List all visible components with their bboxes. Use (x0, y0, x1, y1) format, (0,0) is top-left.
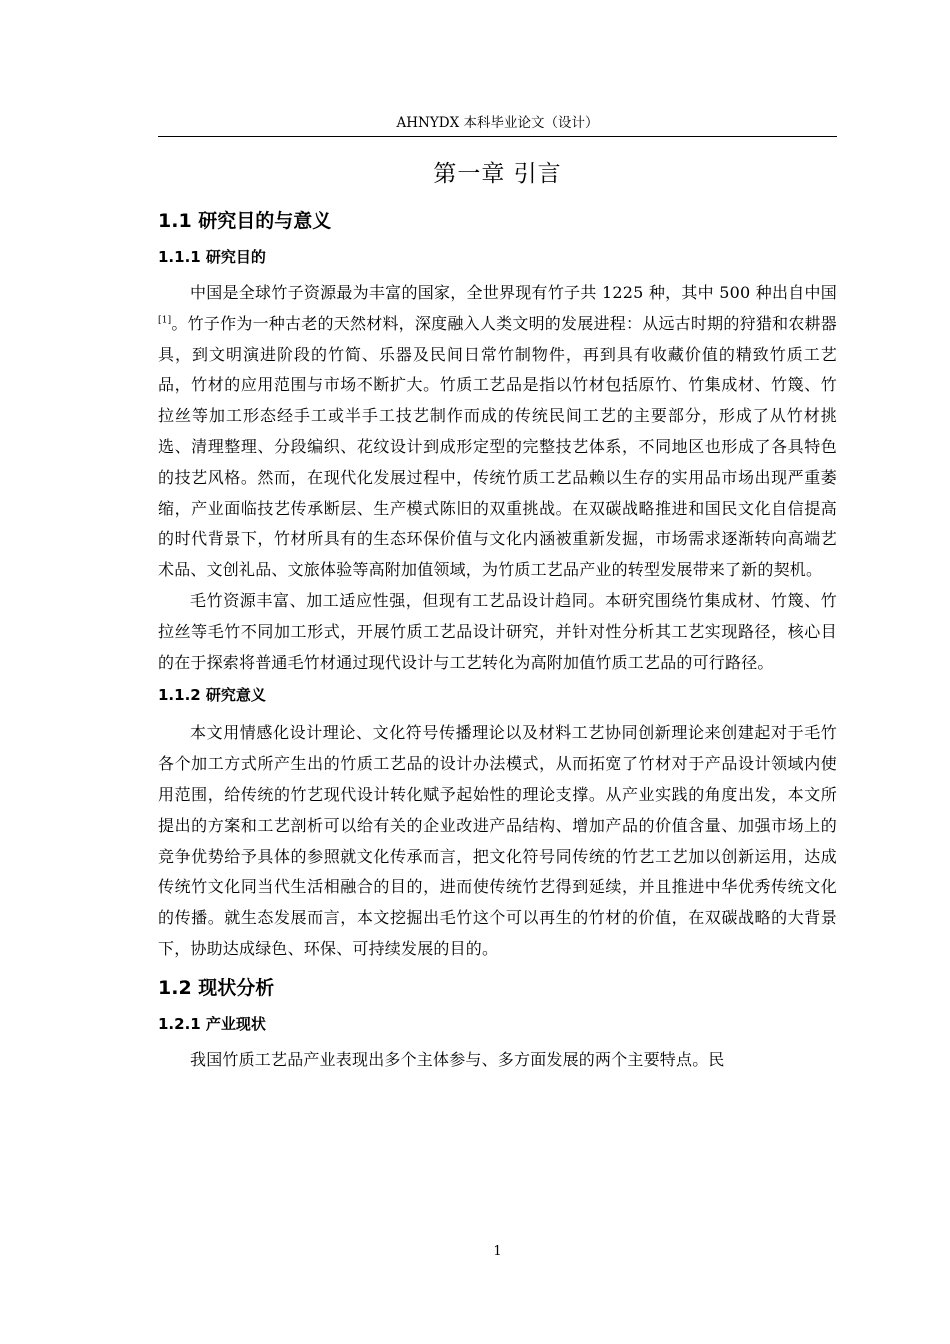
body-paragraph: 中国是全球竹子资源最为丰富的国家，全世界现有竹子共 1225 种，其中 500 种出自中国[1]。竹子作为一种古老的天然材料，深度融入人类文明的发展进程：从远古时期的狩猎和农耕器具，到文明演进阶段的竹简、乐器及民间日常竹制物件，再到具有收藏价值的精致竹质工艺品，竹材的应用范围与市场不断扩大。竹质工艺品是指以竹材包括原竹、竹集成材、竹篾、竹拉丝等加工形态经手工或半手工技艺制作而成的传统民间工艺的主要部分，形成了从竹材挑选、清理整理、分段编织、花纹设计到成形定型的完整技艺体系，不同地区也形成了各具特色的技艺风格。然而，在现代化发展过程中，传统竹质工艺品赖以生存的实用品市场出现严重萎缩，产业面临技艺传承断层、生产模式陈旧的双重挑战。在双碳战略推进和国民文化自信提高的时代背景下，竹材所具有的生态环保价值与文化内涵被重新发掘，市场需求逐渐转向高端艺术品、文创礼品、文旅体验等高附加值领域，为竹质工艺品产业的转型发展带来了新的契机。 (158, 283, 837, 580)
section-heading: 1.1 研究目的与意义 (158, 210, 332, 232)
body-paragraph: 毛竹资源丰富、加工适应性强，但现有工艺品设计趋同。本研究围绕竹集成材、竹篾、竹拉丝等毛竹不同加工形式，开展竹质工艺品设计研究，并针对性分析其工艺实现路径，核心目的在于探索将普通毛竹材通过现代设计与工艺转化为高附加值竹质工艺品的可行路径。 (158, 590, 837, 672)
subsection-heading: 1.1.2 研究意义 (158, 686, 266, 705)
body-content (158, 202, 837, 1076)
running-header: AHNYDX 本科毕业论文（设计） (396, 115, 599, 131)
chapter-title: 第一章 引言 (433, 161, 562, 187)
page-number: 1 (493, 1244, 502, 1259)
header-rule (158, 136, 837, 137)
section-heading: 1.2 现状分析 (158, 976, 275, 999)
subsection-heading: 1.2.1 产业现状 (158, 1014, 266, 1033)
body-paragraph: 本文用情感化设计理论、文化符号传播理论以及材料工艺协同创新理论来创建起对于毛竹各个加工方式所产生出的竹质工艺品的设计办法模式，从而拓宽了竹材对于产品设计领域内使用范围，给传统的竹艺现代设计转化赋予起始性的理论支撑。从产业实践的角度出发，本文所提出的方案和工艺剖析可以给有关的企业改进产品结构、增加产品的价值含量、加强市场上的竞争优势给予具体的参照就文化传承而言，把文化符号同传统的竹艺工艺加以创新运用，达成传统竹文化同当代生活相融合的目的，进而使传统竹艺得到延续，并且推进中华优秀传统文化的传播。就生态发展而言，本文挖掘出毛竹这个可以再生的竹材的价值，在双碳战略的大背景下，协助达成绿色、环保、可持续发展的目的。 (158, 723, 837, 958)
subsection-heading: 1.1.1 研究目的 (158, 248, 266, 266)
body-paragraph: 我国竹质工艺品产业表现出多个主体参与、多方面发展的两个主要特点。民 (190, 1049, 725, 1069)
citation-ref[interactable]: [1] (158, 315, 172, 326)
